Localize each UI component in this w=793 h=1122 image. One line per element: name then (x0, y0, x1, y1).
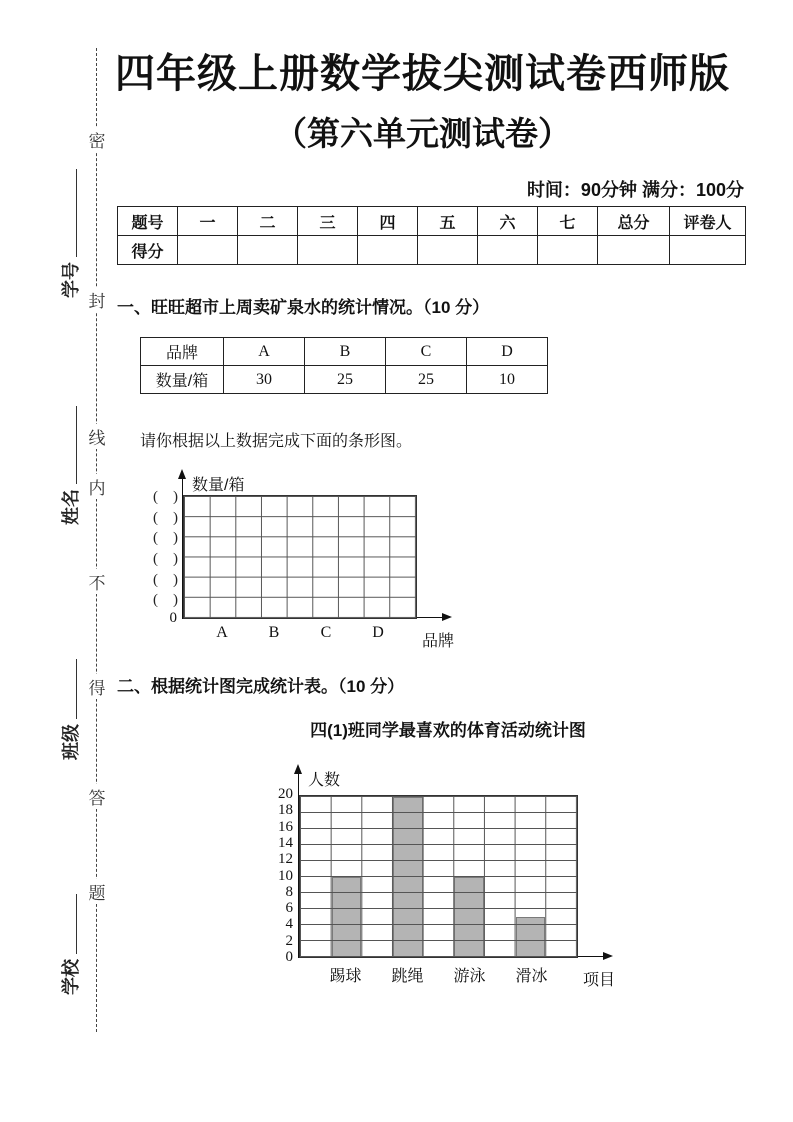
score-empty-cell (538, 236, 598, 265)
quantity-cell: 10 (467, 366, 548, 394)
x-axis-label: 品牌 (422, 633, 455, 650)
y-axis-arrow (294, 764, 302, 774)
score-table-header-row (118, 207, 746, 236)
category-label: 滑冰 (515, 968, 548, 985)
fill-in-line (62, 169, 77, 257)
category-label: 游泳 (453, 968, 486, 985)
score-header-cell: 二 (238, 207, 298, 236)
y-tick-label: 8 (285, 883, 293, 900)
quantity-cell: 25 (305, 366, 386, 394)
score-empty-cell (238, 236, 298, 265)
mineral-water-table (140, 337, 548, 394)
quantity-cell: 25 (386, 366, 467, 394)
seal-char: 内 (87, 474, 107, 499)
score-header-cell: 评卷人 (670, 207, 746, 236)
student-info-label-xuexiao (60, 875, 82, 995)
y-axis-arrow (178, 469, 186, 479)
student-info-label-text: 学校 (61, 959, 81, 995)
brand-header-cell: B (305, 338, 386, 366)
question-2-text: 二、根据统计图完成统计表。（10 分） (117, 677, 405, 696)
x-axis (417, 617, 444, 618)
y-tick-label: 12 (278, 851, 293, 868)
seal-char: 题 (87, 879, 107, 904)
seal-char: 密 (87, 127, 107, 152)
score-header-cell: 七 (538, 207, 598, 236)
time-and-score-info: 时间：90分钟 满分：100分 (526, 180, 744, 200)
y-tick-placeholder: ( ) (153, 551, 178, 567)
y-tick-label: 6 (285, 900, 293, 917)
score-header-cell: 五 (418, 207, 478, 236)
score-empty-cell (358, 236, 418, 265)
y-tick-label: 4 (285, 916, 293, 933)
score-header-cell: 一 (178, 207, 238, 236)
sports-activity-bar-chart (265, 765, 650, 1000)
chart-grid (183, 495, 417, 619)
y-tick-label: 18 (278, 802, 293, 819)
paper-subtitle: （第六单元测试卷） (274, 115, 571, 152)
quantity-row-label: 数量/箱 (141, 366, 224, 394)
fill-in-line (62, 894, 77, 954)
y-tick-label: 16 (278, 818, 293, 835)
y-axis (298, 772, 299, 958)
score-table (117, 206, 746, 265)
score-empty-cell (598, 236, 670, 265)
score-table-score-row (118, 236, 746, 265)
seal-char: 线 (87, 424, 107, 449)
fill-in-line (62, 406, 77, 484)
paper-title: 四年级上册数学拔尖测试卷西师版 (115, 52, 730, 96)
quantity-cell: 30 (224, 366, 305, 394)
quantity-row (141, 366, 548, 394)
x-axis (578, 956, 605, 957)
student-info-label-xuehao (60, 150, 82, 298)
y-tick-label: 20 (278, 786, 293, 802)
score-empty-cell (418, 236, 478, 265)
score-empty-cell (670, 236, 746, 265)
y-tick-label: 14 (278, 834, 293, 851)
category-label: 跳绳 (391, 968, 424, 985)
score-header-cell: 总分 (598, 207, 670, 236)
category-label: D (372, 624, 384, 641)
y-tick-placeholder: ( ) (153, 592, 178, 609)
seal-char: 不 (87, 569, 107, 594)
category-label: C (320, 624, 332, 641)
brand-header-cell: D (467, 338, 548, 366)
y-tick-label: 10 (278, 867, 293, 884)
y-tick-placeholder: ( ) (153, 571, 178, 588)
chart-gridlines (300, 796, 577, 957)
brand-header-cell: 品牌 (141, 338, 224, 366)
category-label: A (216, 624, 228, 641)
question-1-text: 一、旺旺超市上周卖矿泉水的统计情况。（10 分） (117, 298, 490, 317)
seal-char: 封 (87, 287, 107, 312)
score-row-label: 得分 (118, 236, 178, 265)
student-info-label-text: 姓名 (61, 489, 81, 525)
score-header-cell: 题号 (118, 207, 178, 236)
blank-bar-chart (143, 470, 473, 665)
score-empty-cell (298, 236, 358, 265)
q1-instruction: 请你根据以上数据完成下面的条形图。 (140, 433, 413, 450)
y-axis (182, 477, 183, 619)
y-axis-label: 数量/箱 (192, 477, 245, 494)
brand-header-row (141, 338, 548, 366)
brand-header-cell: A (224, 338, 305, 366)
score-empty-cell (478, 236, 538, 265)
student-info-label-banji (60, 640, 82, 760)
chart-gridlines (184, 496, 416, 618)
score-header-cell: 六 (478, 207, 538, 236)
x-axis-label: 项目 (583, 972, 616, 989)
y-tick-placeholder: ( ) (153, 530, 178, 547)
seal-char: 答 (87, 784, 107, 809)
chart-grid (299, 795, 578, 958)
student-info-label-text: 班级 (61, 724, 81, 760)
y-axis-label: 人数 (308, 772, 341, 789)
student-info-label-text: 学号 (61, 262, 81, 298)
y-tick-label: 2 (285, 932, 293, 949)
score-header-cell: 四 (358, 207, 418, 236)
seal-char: 得 (87, 674, 107, 699)
origin-label: 0 (169, 610, 177, 626)
chart-2-title: 四(1)班同学最喜欢的体育活动统计图 (310, 721, 586, 740)
x-axis-arrow (603, 952, 613, 960)
x-axis-arrow (442, 613, 452, 621)
brand-header-cell: C (386, 338, 467, 366)
score-header-cell: 三 (298, 207, 358, 236)
student-info-label-xingming (60, 385, 82, 525)
y-tick-placeholder: ( ) (153, 489, 178, 505)
y-tick-placeholder: ( ) (153, 509, 178, 526)
fill-in-line (62, 659, 77, 719)
y-tick-label: 0 (285, 949, 293, 965)
category-label: 踢球 (329, 968, 362, 985)
category-label: B (268, 624, 280, 641)
score-empty-cell (178, 236, 238, 265)
